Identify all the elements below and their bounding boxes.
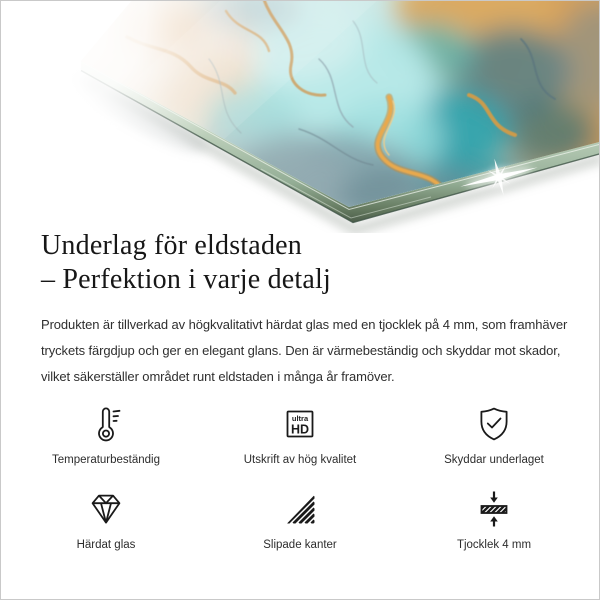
intro-line: Produkten är tillverkad av högkvalitativt härdat glas med en tjocklek på 4 mm, som framhäver bbox=[41, 317, 568, 332]
corner-white-fade bbox=[1, 1, 421, 233]
ultra-hd-badge-bottom: HD bbox=[290, 422, 310, 437]
heading-line-2: – Perfektion i varje detalj bbox=[41, 264, 331, 295]
feature-protects-surface bbox=[397, 403, 591, 466]
section-heading bbox=[41, 229, 331, 297]
feature-tempered-glass bbox=[9, 488, 203, 551]
heading-line-1: Underlag för eldstaden bbox=[41, 230, 302, 261]
beveled-edge-icon bbox=[280, 489, 320, 529]
feature-thickness bbox=[397, 488, 591, 551]
diamond-icon bbox=[86, 489, 126, 529]
shield-check-icon bbox=[474, 404, 514, 444]
feature-label: Temperaturbeständig bbox=[51, 454, 161, 466]
feature-temperature bbox=[9, 403, 203, 466]
ultra-hd-icon bbox=[280, 404, 320, 444]
intro-paragraph bbox=[41, 312, 567, 390]
ultra-hd-badge-top: ultra bbox=[291, 414, 309, 423]
feature-print-quality bbox=[203, 403, 397, 466]
glass-panel-image bbox=[1, 1, 600, 233]
feature-label: Slipade kanter bbox=[263, 539, 337, 551]
feature-polished-edges bbox=[203, 488, 397, 551]
feature-label: Härdat glas bbox=[76, 539, 136, 551]
thermometer-icon bbox=[86, 404, 126, 444]
feature-label: Utskrift av hög kvalitet bbox=[243, 454, 357, 466]
feature-grid bbox=[1, 403, 599, 551]
intro-line: tryckets färgdjup och ger en elegant glans. Den är värmebeständig och skyddar mot skador, bbox=[41, 343, 561, 358]
intro-line: vilket säkerställer området runt eldstaden i många år framöver. bbox=[41, 369, 395, 384]
feature-label: Skyddar underlaget bbox=[444, 454, 544, 466]
compress-thickness-icon bbox=[474, 489, 514, 529]
product-photo bbox=[1, 1, 600, 233]
feature-label: Tjocklek 4 mm bbox=[456, 539, 532, 551]
